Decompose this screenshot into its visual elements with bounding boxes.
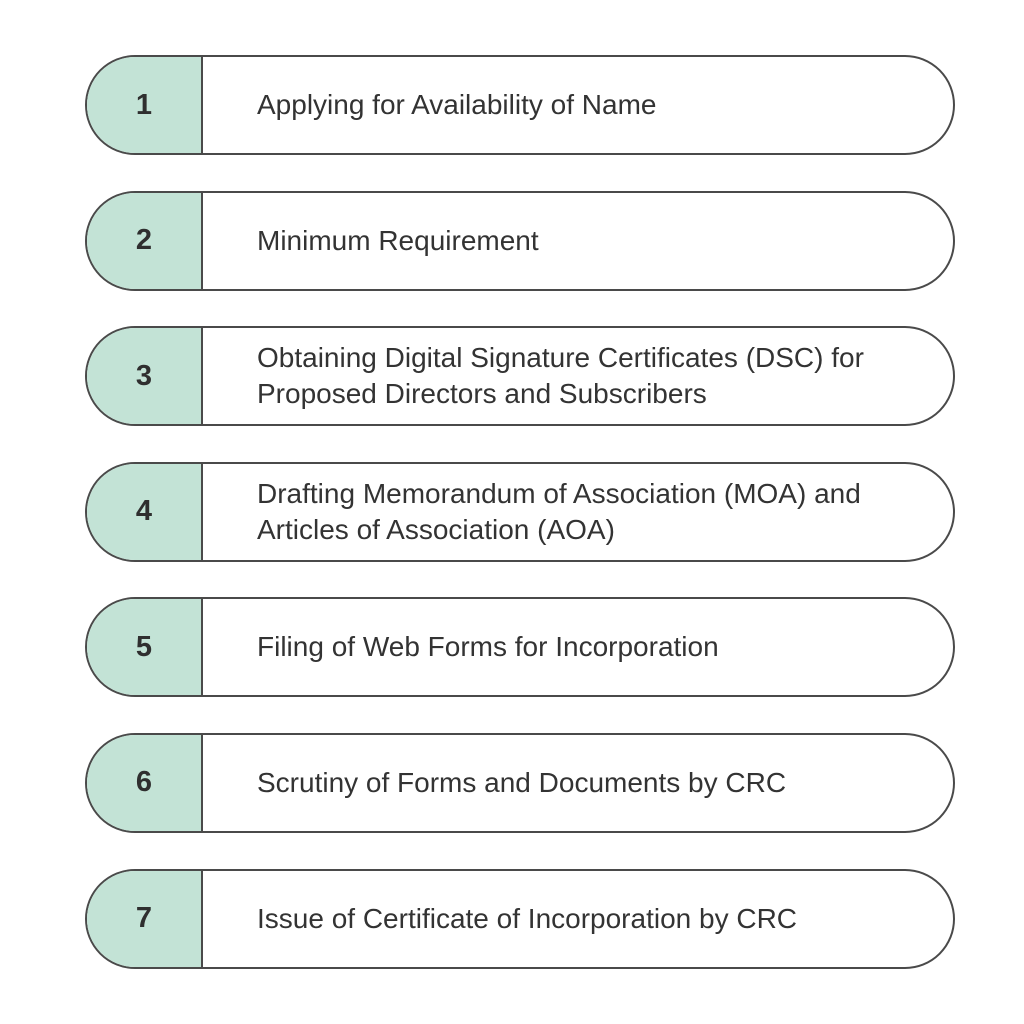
step-3	[85, 326, 955, 426]
step-number: 6	[87, 735, 203, 831]
step-number: 1	[87, 57, 203, 153]
step-label: Scrutiny of Forms and Documents by CRC	[257, 766, 787, 798]
step-label: Drafting Memorandum of Association (MOA) and Articles of Association (AOA)	[257, 477, 861, 545]
step-label: Issue of Certificate of Incorporation by CRC	[257, 902, 798, 934]
step-number: 5	[87, 599, 203, 695]
process-steps	[85, 55, 955, 969]
step-1	[85, 55, 955, 155]
step-label: Applying for Availability of Name	[257, 89, 657, 120]
step-label: Obtaining Digital Signature Certificates (DSC) for Proposed Directors and Subscribers	[257, 342, 864, 410]
step-number: 3	[87, 328, 203, 424]
step-7	[85, 869, 955, 969]
step-6	[85, 733, 955, 833]
step-number: 7	[87, 871, 203, 967]
step-number: 2	[87, 193, 203, 289]
step-5	[85, 597, 955, 697]
step-label: Minimum Requirement	[257, 224, 539, 256]
step-4	[85, 462, 955, 562]
step-2	[85, 191, 955, 291]
step-label: Filing of Web Forms for Incorporation	[257, 631, 719, 663]
step-number: 4	[87, 464, 203, 560]
